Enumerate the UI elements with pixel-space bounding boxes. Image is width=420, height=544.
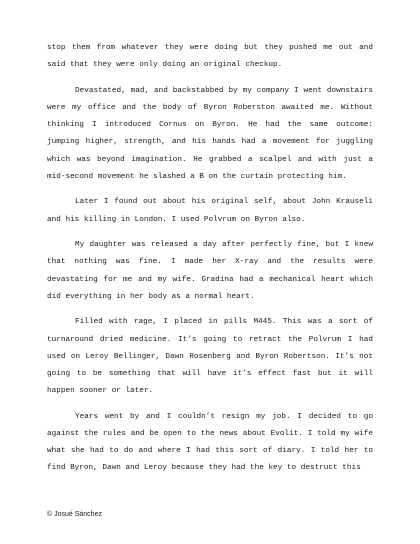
paragraph-6: Years went by and I couldn’t resign my job. I decided to go against the rules and be open to the news about Evolit. I told my wife what she had to do and where I had this sort of diary. I told her to find Byron, Dawn and Leroy because they had the key to destruct this (47, 412, 373, 473)
paragraph-4: My daughter was released a day after perfectly fine, but I knew that nothing was fine. I made her X-ray and the results were devastating for me and my wife. Gradina had a mechanical heart which did everything in her body as a normal heart. (47, 241, 373, 301)
paragraph-2: Devastated, mad, and backstabbed by my company I went downstairs were my office and the body of Byron Roberston awaited me. Without thinking I introduced Cornus on Byron. He had the same outcome: jumping higher, strength, and his hands had a movement for juggling which was beyond imagination. He grabbed a scalpel and with just a mid-second movement he slashed a B on the curtain protecting him. (47, 86, 373, 181)
paragraph-1: stop them from whatever they were doing but they pushed me out and said that they were only doing an original checkup. (47, 44, 373, 70)
body-text (47, 40, 373, 486)
copyright-footer: © Josué Sánchez (47, 511, 102, 518)
paragraph-5: Filled with rage, I placed in pills M445. This was a sort of turnaround dried medicine. It’s going to retract the Polvrum I had used on Leroy Bellinger, Dawn Rosenberg and Byron Robertson. It’s not going to be something that will have it’s effect fast but it will happen sooner or later. (47, 318, 373, 396)
paragraph-3: Later I found out about his original self, about John Krauseli and his killing in London. I used Polvrum on Byron also. (47, 198, 373, 224)
